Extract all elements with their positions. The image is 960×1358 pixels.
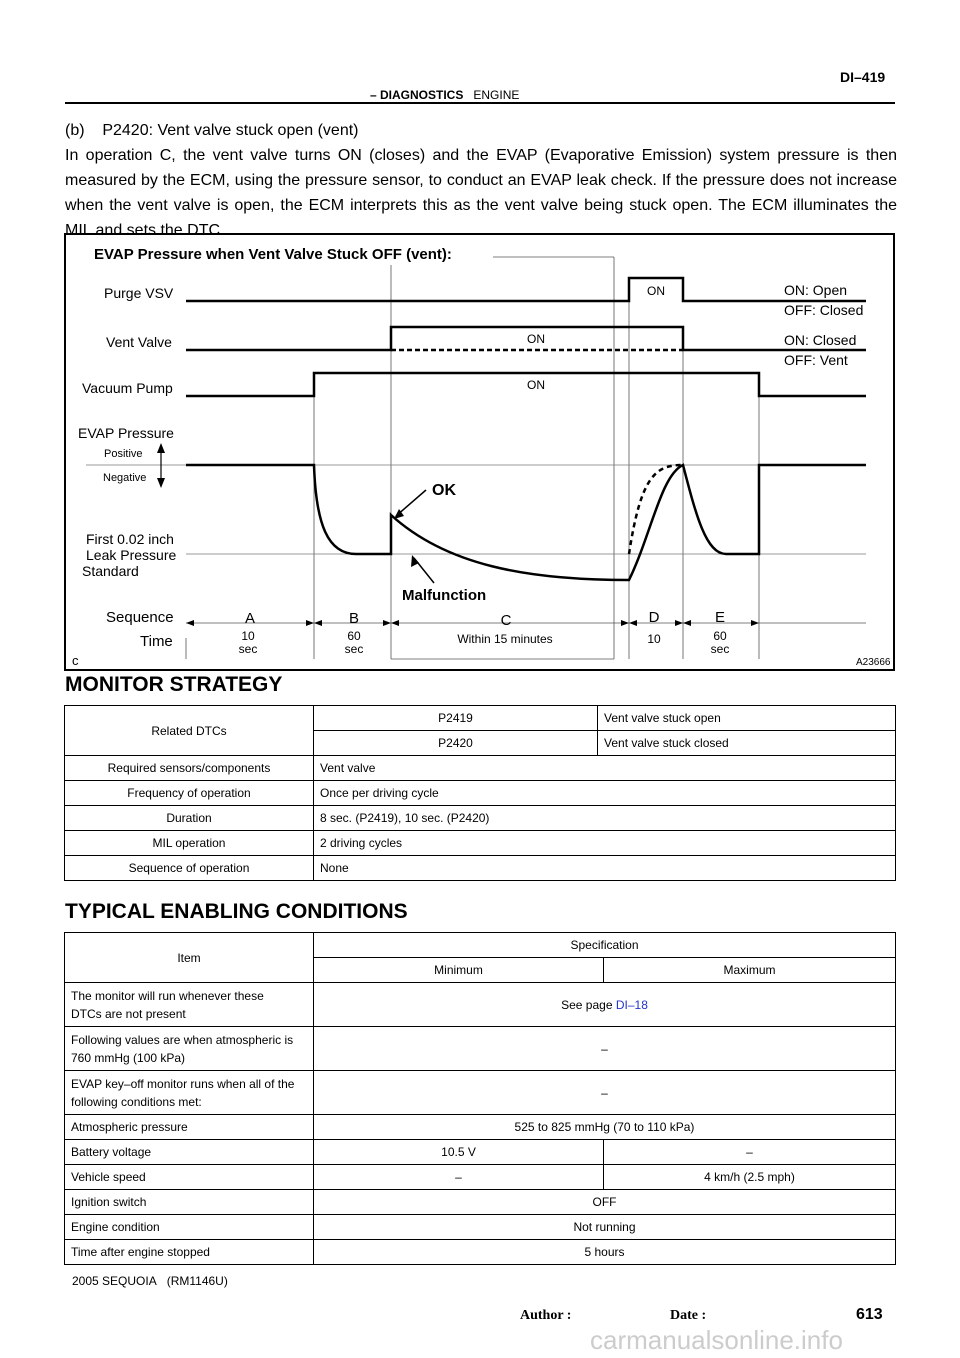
table-row: [65, 806, 896, 831]
vent-valve-signal: [186, 327, 866, 350]
vacuum-pump-signal: [186, 373, 866, 396]
table-row: [65, 1140, 896, 1165]
malfunction-arrow-icon: [411, 555, 419, 567]
table-row: [65, 856, 896, 881]
row-spec: –: [314, 1027, 896, 1071]
row-max: 4 km/h (2.5 mph): [604, 1165, 896, 1190]
row-max: –: [604, 1140, 896, 1165]
positive-label: Positive: [104, 448, 143, 460]
row-value: None: [314, 856, 896, 881]
page-code: DI–419: [840, 69, 886, 85]
seq-arrow-b-left: [314, 620, 322, 626]
table-row: [65, 1027, 896, 1071]
footer-model: 2005 SEQUOIA (RM1146U): [72, 1274, 228, 1288]
vent-note-off: OFF: Vent: [784, 352, 848, 368]
row-item-line1: EVAP key–off monitor runs when all of the: [71, 1076, 295, 1091]
purge-on-label: ON: [647, 284, 665, 298]
figure-title: EVAP Pressure when Vent Valve Stuck OFF (vent):: [94, 246, 452, 263]
purge-note-off: OFF: Closed: [784, 302, 864, 318]
row-spec: [314, 983, 896, 1027]
vacuum-pump-label: Vacuum Pump: [82, 380, 173, 396]
row-spec: –: [314, 1071, 896, 1115]
evap-pressure-label: EVAP Pressure: [78, 425, 174, 441]
row-item: Engine condition: [65, 1215, 314, 1240]
figure-id: A23666: [856, 657, 891, 668]
dtc-desc-2: Vent valve stuck closed: [598, 731, 896, 756]
table-row: [65, 1115, 896, 1140]
seq-arrow-c-right: [621, 620, 629, 626]
table-row: [65, 933, 896, 958]
section-title: – DIAGNOSTICS: [370, 88, 464, 102]
dtc-code-2: P2420: [314, 731, 598, 756]
seq-letter-d: D: [648, 609, 660, 626]
table-row: [65, 831, 896, 856]
seq-time-e2: sec: [710, 642, 730, 656]
seq-time-a2: sec: [238, 642, 258, 656]
row-label: MIL operation: [65, 831, 314, 856]
row-min: –: [314, 1165, 604, 1190]
row-spec: 525 to 825 mmHg (70 to 110 kPa): [314, 1115, 896, 1140]
time-label: Time: [140, 633, 173, 650]
intro-heading: (b) P2420: Vent valve stuck open (vent): [65, 122, 359, 139]
row-item-line2: DTCs are not present: [71, 1006, 186, 1021]
row-min: 10.5 V: [314, 1140, 604, 1165]
table-row: [65, 756, 896, 781]
row-value: 2 driving cycles: [314, 831, 896, 856]
item-header: Item: [65, 933, 314, 983]
row-item: Atmospheric pressure: [65, 1115, 314, 1140]
negative-label: Negative: [103, 472, 147, 484]
row-spec: Not running: [314, 1215, 896, 1240]
row-label: Sequence of operation: [65, 856, 314, 881]
seq-time-b2: sec: [344, 642, 364, 656]
leak-label-line2: Leak Pressure: [86, 547, 177, 563]
row-label: Frequency of operation: [65, 781, 314, 806]
row-spec: 5 hours: [314, 1240, 896, 1265]
table-row: [65, 706, 896, 731]
page-number: 613: [856, 1306, 883, 1323]
malfunction-label: Malfunction: [402, 587, 487, 604]
related-dtcs-label: Related DTCs: [65, 706, 314, 756]
seq-arrow-e-left: [683, 620, 691, 626]
pump-on-label: ON: [527, 378, 545, 392]
watermark: carmanualsonline.info: [590, 1325, 843, 1355]
seq-time-c: Within 15 minutes: [457, 632, 553, 646]
vent-valve-label: Vent Valve: [106, 334, 172, 350]
table-row: [65, 1190, 896, 1215]
purge-vsv-label: Purge VSV: [104, 285, 174, 301]
row-item: Vehicle speed: [65, 1165, 314, 1190]
dtc-code-1: P2419: [314, 706, 598, 731]
monitor-strategy-title: MONITOR STRATEGY: [65, 673, 283, 696]
positive-arrow-icon: [157, 443, 165, 453]
row-item-line2: following conditions met:: [71, 1094, 202, 1109]
row-spec: OFF: [314, 1190, 896, 1215]
enabling-conditions-table: [64, 932, 896, 1265]
seq-arrow-a-left: [186, 620, 194, 626]
table-row: [65, 983, 896, 1027]
table-row: [65, 1165, 896, 1190]
leak-label-line3: Standard: [82, 563, 139, 579]
author-label: Author :: [520, 1308, 572, 1323]
row-item-line1: The monitor will run whenever these: [71, 988, 264, 1003]
seq-arrow-e-right: [751, 620, 759, 626]
intro-body: In operation C, the vent valve turns ON (closes) and the EVAP (Evaporative Emission) system pressure is then measured by the ECM, using the pressure sensor, to conduct an EVAP leak check. If the pressure does not increase when the vent valve is open, the ECM interprets this as the vent valve being stuck open. The ECM illuminates the MIL and sets the DTC.: [65, 147, 897, 239]
subsection-title: ENGINE: [473, 88, 520, 102]
vent-note-on: ON: Closed: [784, 332, 857, 348]
seq-arrow-d-left: [629, 620, 637, 626]
see-page-text: See page: [561, 997, 616, 1012]
evap-pressure-ok-curve: [186, 465, 866, 580]
row-label: Duration: [65, 806, 314, 831]
header-rule: [65, 102, 895, 104]
row-item: [65, 1071, 314, 1115]
seq-letter-c: C: [500, 612, 512, 629]
sequence-label: Sequence: [106, 609, 174, 626]
max-header: Maximum: [604, 958, 896, 983]
row-value: Once per driving cycle: [314, 781, 896, 806]
spec-header: Specification: [314, 933, 896, 958]
seq-arrow-d-right: [675, 620, 683, 626]
seq-time-a1: 10: [241, 629, 255, 643]
seq-arrow-c-left: [391, 620, 399, 626]
enabling-conditions-title: TYPICAL ENABLING CONDITIONS: [65, 900, 408, 923]
table-row: [65, 781, 896, 806]
seq-letter-a: A: [244, 610, 256, 627]
row-item-line2: 760 mmHg (100 kPa): [71, 1050, 186, 1065]
leak-label-line1: First 0.02 inch: [86, 531, 174, 547]
table-row: [65, 1071, 896, 1115]
table-row: [65, 1215, 896, 1240]
row-value: 8 sec. (P2419), 10 sec. (P2420): [314, 806, 896, 831]
row-item: Ignition switch: [65, 1190, 314, 1215]
row-label: Required sensors/components: [65, 756, 314, 781]
table-row: [65, 1240, 896, 1265]
row-item: [65, 983, 314, 1027]
timing-diagram: [64, 233, 895, 671]
intro-text: [65, 118, 897, 243]
row-item: [65, 1027, 314, 1071]
min-header: Minimum: [314, 958, 604, 983]
seq-time-d: 10: [647, 632, 661, 646]
row-value: Vent valve: [314, 756, 896, 781]
purge-note-on: ON: Open: [784, 282, 848, 298]
seq-arrow-a-right: [306, 620, 314, 626]
vent-on-label: ON: [527, 332, 545, 346]
date-label: Date :: [670, 1308, 707, 1323]
seq-letter-b: B: [348, 610, 360, 627]
seq-time-e1: 60: [713, 629, 727, 643]
dtc-desc-1: Vent valve stuck open: [598, 706, 896, 731]
ok-label: OK: [432, 482, 456, 499]
seq-time-b1: 60: [347, 629, 361, 643]
row-item: Battery voltage: [65, 1140, 314, 1165]
seq-arrow-b-right: [383, 620, 391, 626]
monitor-strategy-table: [64, 705, 896, 881]
row-item-line1: Following values are when atmospheric is: [71, 1032, 294, 1047]
section-header: [370, 88, 519, 102]
see-page-link[interactable]: DI–18: [615, 997, 648, 1012]
corner-mark: c: [72, 653, 79, 668]
seq-letter-e: E: [714, 609, 726, 626]
purge-vsv-signal: [186, 278, 866, 301]
negative-arrow-icon: [157, 478, 165, 488]
row-item: Time after engine stopped: [65, 1240, 314, 1265]
